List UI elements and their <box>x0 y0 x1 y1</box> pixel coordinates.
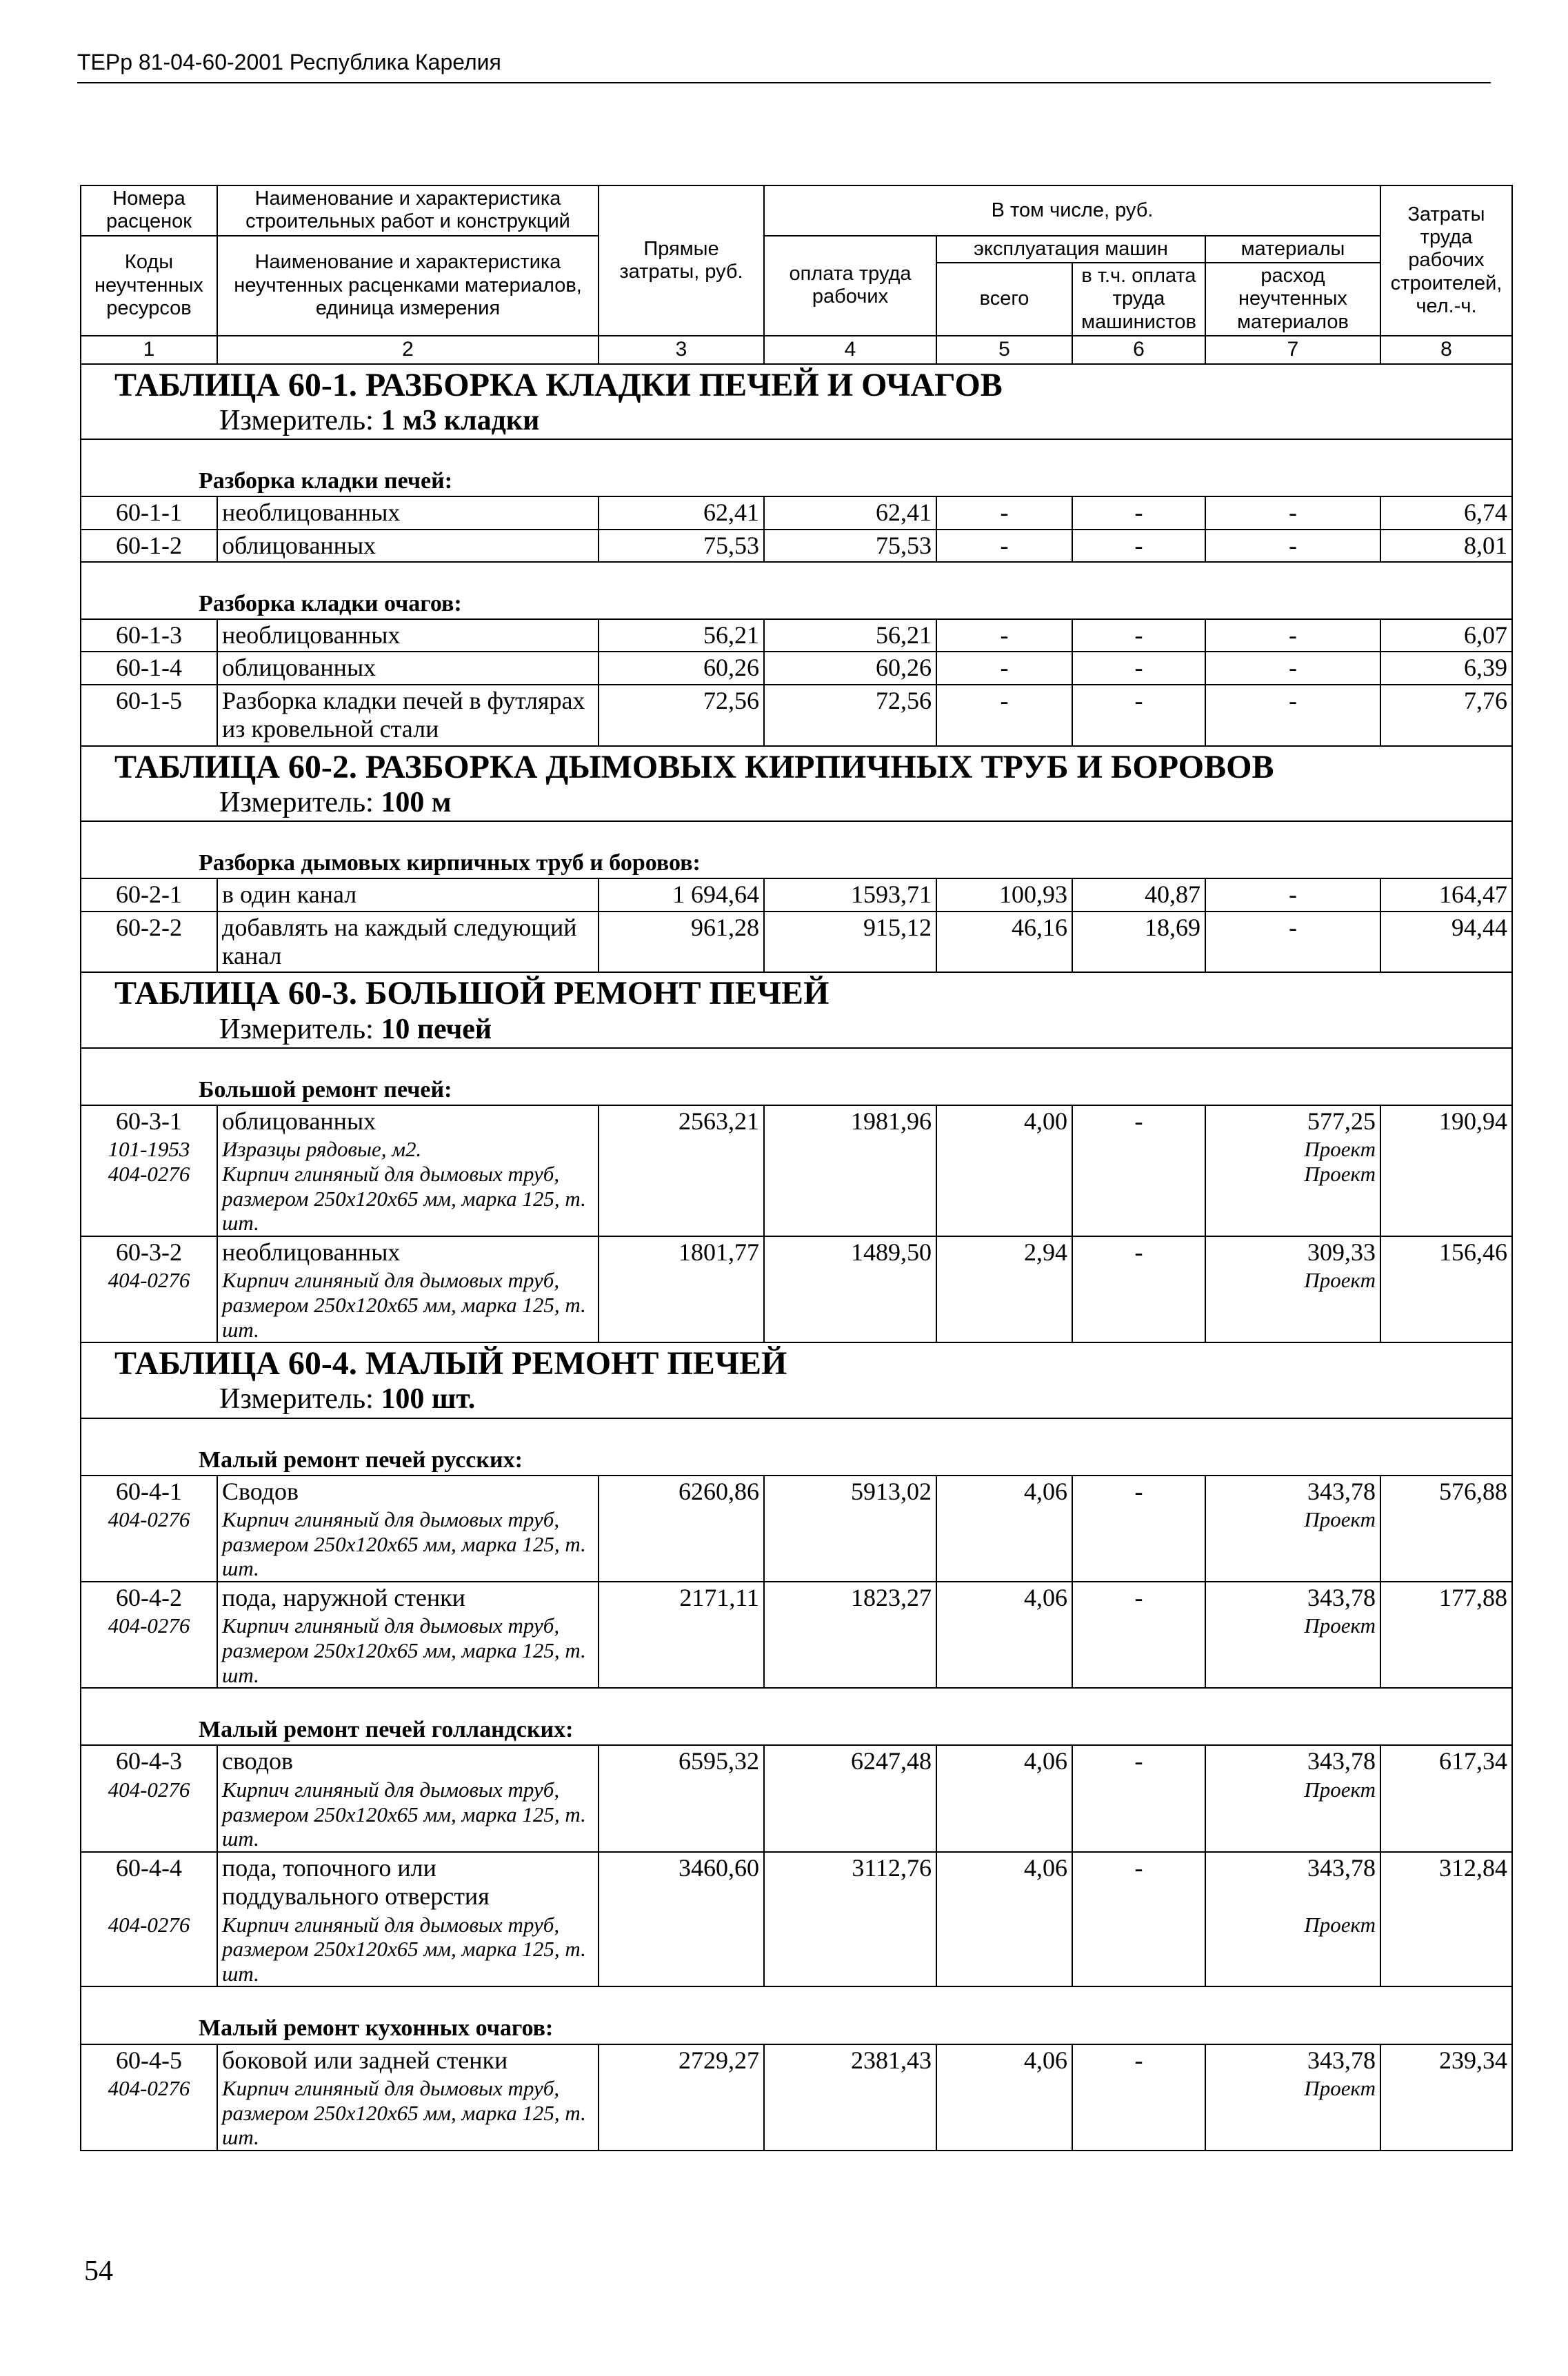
table-row <box>81 912 1512 973</box>
resource-row <box>81 1268 1512 1342</box>
worker-pay: 60,26 <box>764 652 936 684</box>
labor-hours: 6,39 <box>1380 652 1512 684</box>
machines-total: 4,06 <box>936 1582 1072 1613</box>
materials-cost: 309,33 <box>1205 1236 1380 1268</box>
section-measure-label: Измеритель: <box>219 404 381 436</box>
resource-name: Кирпич глиняный для дымовых труб, размером 250x120x65 мм, марка 125, т. шт. <box>217 1268 599 1342</box>
empty-cell <box>764 1137 936 1162</box>
direct-cost: 56,21 <box>599 619 764 652</box>
machines-total: 4,06 <box>936 1852 1072 1913</box>
col-rate-number-header: Номера расценок <box>81 185 217 236</box>
machinist-pay: - <box>1072 530 1205 562</box>
machines-total: - <box>936 685 1072 746</box>
section-title-text: ТАБЛИЦА 60-2. РАЗБОРКА ДЫМОВЫХ КИРПИЧНЫХ ТРУБ И БОРОВОВ <box>114 748 1274 785</box>
work-name: в один канал <box>217 878 599 911</box>
empty-cell <box>599 1268 764 1342</box>
rate-code: 60-2-2 <box>81 912 217 973</box>
table-row <box>81 619 1512 652</box>
col-number: 5 <box>936 336 1072 364</box>
resource-code: 404-0276 <box>81 1268 217 1342</box>
resource-value: Проект <box>1205 1268 1380 1342</box>
machinist-pay: - <box>1072 1105 1205 1137</box>
resource-name: Кирпич глиняный для дымовых труб, размером 250x120x65 мм, марка 125, т. шт. <box>217 1507 599 1582</box>
materials-cost: - <box>1205 912 1380 973</box>
rate-code: 60-1-5 <box>81 685 217 746</box>
worker-pay: 3112,76 <box>764 1852 936 1913</box>
machines-total: 4,06 <box>936 1745 1072 1777</box>
direct-cost: 6260,86 <box>599 1476 764 1507</box>
resource-row <box>81 2076 1512 2151</box>
machinist-pay: 40,87 <box>1072 878 1205 911</box>
section-title-text: ТАБЛИЦА 60-4. МАЛЫЙ РЕМОНТ ПЕЧЕЙ <box>114 1345 787 1382</box>
section-title-row <box>81 972 1512 1047</box>
work-name: Разборка кладки печей в футлярах из кровельной стали <box>217 685 599 746</box>
materials-cost: 343,78 <box>1205 2044 1380 2076</box>
table-row <box>81 1105 1512 1137</box>
labor-hours: 190,94 <box>1380 1105 1512 1137</box>
group-title-row <box>81 562 1512 619</box>
materials-cost: 343,78 <box>1205 1745 1380 1777</box>
section-measure <box>114 1382 1507 1416</box>
labor-hours: 94,44 <box>1380 912 1512 973</box>
labor-hours: 177,88 <box>1380 1582 1512 1613</box>
empty-cell <box>764 1162 936 1236</box>
table-row <box>81 685 1512 746</box>
col-material-name-header: Наименование и характеристика неучтенных расценками материалов, единица измерения <box>217 236 599 336</box>
resource-row <box>81 1507 1512 1582</box>
machines-total: 46,16 <box>936 912 1072 973</box>
direct-cost: 60,26 <box>599 652 764 684</box>
group-title: Разборка кладки печей: <box>81 439 1512 496</box>
empty-cell <box>936 2076 1072 2151</box>
empty-cell <box>1072 1613 1205 1688</box>
labor-hours: 312,84 <box>1380 1852 1512 1913</box>
resource-row <box>81 1778 1512 1852</box>
machinist-pay: - <box>1072 1582 1205 1613</box>
rate-code: 60-3-2 <box>81 1236 217 1268</box>
materials-cost: - <box>1205 496 1380 529</box>
machinist-pay: - <box>1072 1745 1205 1777</box>
empty-cell <box>1380 1613 1512 1688</box>
empty-cell <box>1380 1137 1512 1162</box>
group-title-row <box>81 1688 1512 1745</box>
empty-cell <box>1072 1913 1205 1987</box>
rate-code: 60-1-2 <box>81 530 217 562</box>
rate-code: 60-4-2 <box>81 1582 217 1613</box>
empty-cell <box>1072 1778 1205 1852</box>
section-measure-value: 100 м <box>381 786 452 818</box>
rate-code: 60-2-1 <box>81 878 217 911</box>
section-title <box>81 972 1512 1047</box>
direct-cost: 3460,60 <box>599 1852 764 1913</box>
rate-code: 60-1-4 <box>81 652 217 684</box>
worker-pay: 2381,43 <box>764 2044 936 2076</box>
resource-value: Проект <box>1205 1162 1380 1236</box>
worker-pay: 5913,02 <box>764 1476 936 1507</box>
section-measure <box>114 786 1507 819</box>
section-measure-value: 100 шт. <box>381 1383 476 1416</box>
empty-cell <box>599 1778 764 1852</box>
machines-total: - <box>936 652 1072 684</box>
resource-name: Кирпич глиняный для дымовых труб, размером 250x120x65 мм, марка 125, т. шт. <box>217 1913 599 1987</box>
section-title-row <box>81 364 1512 439</box>
group-title-row <box>81 821 1512 878</box>
worker-pay: 1981,96 <box>764 1105 936 1137</box>
machinist-pay: - <box>1072 2044 1205 2076</box>
work-name: облицованных <box>217 1105 599 1137</box>
machinist-pay: - <box>1072 1236 1205 1268</box>
table-row <box>81 1745 1512 1777</box>
section-measure <box>114 404 1507 437</box>
machinist-pay: - <box>1072 1852 1205 1913</box>
labor-hours: 576,88 <box>1380 1476 1512 1507</box>
empty-cell <box>599 1913 764 1987</box>
col-machinist-pay-header: в т.ч. оплата труда машинистов <box>1072 263 1205 336</box>
group-title: Малый ремонт печей русских: <box>81 1418 1512 1476</box>
col-machines-total-header: всего <box>936 263 1072 336</box>
resource-name: Кирпич глиняный для дымовых труб, размером 250x120x65 мм, марка 125, т. шт. <box>217 2076 599 2151</box>
resource-code: 404-0276 <box>81 1613 217 1688</box>
section-title-row <box>81 1342 1512 1418</box>
col-number: 4 <box>764 336 936 364</box>
section-measure-label: Измеритель: <box>219 786 381 818</box>
resource-row <box>81 1137 1512 1162</box>
table-row <box>81 878 1512 911</box>
empty-cell <box>1072 1507 1205 1582</box>
empty-cell <box>1072 2076 1205 2151</box>
materials-cost: - <box>1205 652 1380 684</box>
empty-cell <box>936 1913 1072 1987</box>
empty-cell <box>936 1778 1072 1852</box>
col-labor-hours-header: Затраты труда рабочих строителей, чел.-ч. <box>1380 185 1512 336</box>
col-number: 1 <box>81 336 217 364</box>
table-row <box>81 1236 1512 1268</box>
empty-cell <box>936 1507 1072 1582</box>
empty-cell <box>764 1913 936 1987</box>
resource-name: Кирпич глиняный для дымовых труб, размером 250x120x65 мм, марка 125, т. шт. <box>217 1613 599 1688</box>
table-row <box>81 1852 1512 1913</box>
machines-total: 100,93 <box>936 878 1072 911</box>
work-name: необлицованных <box>217 1236 599 1268</box>
machines-total: 4,06 <box>936 2044 1072 2076</box>
work-name: необлицованных <box>217 619 599 652</box>
materials-cost: 577,25 <box>1205 1105 1380 1137</box>
section-title <box>81 746 1512 821</box>
materials-cost: - <box>1205 619 1380 652</box>
labor-hours: 8,01 <box>1380 530 1512 562</box>
empty-cell <box>764 1268 936 1342</box>
empty-cell <box>1380 1507 1512 1582</box>
empty-cell <box>936 1137 1072 1162</box>
machinist-pay: - <box>1072 619 1205 652</box>
empty-cell <box>764 1507 936 1582</box>
machinist-pay: 18,69 <box>1072 912 1205 973</box>
section-measure-label: Измеритель: <box>219 1013 381 1045</box>
col-direct-cost-header: Прямые затраты, руб. <box>599 185 764 336</box>
col-number: 2 <box>217 336 599 364</box>
col-work-name-header: Наименование и характеристика строительных работ и конструкций <box>217 185 599 236</box>
machinist-pay: - <box>1072 652 1205 684</box>
worker-pay: 62,41 <box>764 496 936 529</box>
empty-cell <box>936 1613 1072 1688</box>
rate-code: 60-1-3 <box>81 619 217 652</box>
group-title: Разборка дымовых кирпичных труб и боровов: <box>81 821 1512 878</box>
section-measure-value: 1 м3 кладки <box>381 404 540 436</box>
table-row <box>81 1476 1512 1507</box>
work-name: Сводов <box>217 1476 599 1507</box>
worker-pay: 1489,50 <box>764 1236 936 1268</box>
empty-cell <box>1072 1162 1205 1236</box>
section-measure <box>114 1013 1507 1046</box>
materials-cost: - <box>1205 530 1380 562</box>
section-title-row <box>81 746 1512 821</box>
resource-name: Изразцы рядовые, м2. <box>217 1137 599 1162</box>
group-title: Малый ремонт кухонных очагов: <box>81 1986 1512 2044</box>
group-title-row <box>81 1418 1512 1476</box>
machines-total: 2,94 <box>936 1236 1072 1268</box>
col-number: 6 <box>1072 336 1205 364</box>
resource-code: 404-0276 <box>81 2076 217 2151</box>
materials-cost: - <box>1205 878 1380 911</box>
worker-pay: 56,21 <box>764 619 936 652</box>
empty-cell <box>1380 2076 1512 2151</box>
worker-pay: 915,12 <box>764 912 936 973</box>
resource-value: Проект <box>1205 1507 1380 1582</box>
machinist-pay: - <box>1072 496 1205 529</box>
empty-cell <box>599 1162 764 1236</box>
work-name: пода, наружной стенки <box>217 1582 599 1613</box>
direct-cost: 1801,77 <box>599 1236 764 1268</box>
empty-cell <box>764 1613 936 1688</box>
group-title-row <box>81 1986 1512 2044</box>
machines-total: - <box>936 530 1072 562</box>
group-title: Малый ремонт печей голландских: <box>81 1688 1512 1745</box>
rate-code: 60-1-1 <box>81 496 217 529</box>
resource-value: Проект <box>1205 1778 1380 1852</box>
resource-value: Проект <box>1205 1913 1380 1987</box>
resource-name: Кирпич глиняный для дымовых труб, размером 250x120x65 мм, марка 125, т. шт. <box>217 1778 599 1852</box>
empty-cell <box>599 2076 764 2151</box>
resource-code: 404-0276 <box>81 1913 217 1987</box>
empty-cell <box>1380 1162 1512 1236</box>
direct-cost: 72,56 <box>599 685 764 746</box>
labor-hours: 617,34 <box>1380 1745 1512 1777</box>
resource-value: Проект <box>1205 1613 1380 1688</box>
empty-cell <box>936 1268 1072 1342</box>
section-measure-value: 10 печей <box>381 1013 492 1045</box>
table-row <box>81 1582 1512 1613</box>
resource-row <box>81 1162 1512 1236</box>
table-row <box>81 530 1512 562</box>
section-title-text: ТАБЛИЦА 60-1. РАЗБОРКА КЛАДКИ ПЕЧЕЙ И ОЧАГОВ <box>114 366 1003 403</box>
page-header: ТЕРр 81-04-60-2001 Республика Карелия <box>77 50 1491 83</box>
rate-code: 60-3-1 <box>81 1105 217 1137</box>
labor-hours: 7,76 <box>1380 685 1512 746</box>
empty-cell <box>764 2076 936 2151</box>
worker-pay: 72,56 <box>764 685 936 746</box>
empty-cell <box>599 1613 764 1688</box>
machinist-pay: - <box>1072 685 1205 746</box>
group-title: Разборка кладки очагов: <box>81 562 1512 619</box>
work-name: необлицованных <box>217 496 599 529</box>
work-name: сводов <box>217 1745 599 1777</box>
machines-total: 4,06 <box>936 1476 1072 1507</box>
group-title-row <box>81 1048 1512 1105</box>
resource-code: 404-0276 <box>81 1778 217 1852</box>
work-name: облицованных <box>217 652 599 684</box>
table-row <box>81 496 1512 529</box>
machines-total: 4,00 <box>936 1105 1072 1137</box>
col-resource-code-header: Коды неучтенных ресурсов <box>81 236 217 336</box>
labor-hours: 6,07 <box>1380 619 1512 652</box>
labor-hours: 6,74 <box>1380 496 1512 529</box>
empty-cell <box>599 1137 764 1162</box>
group-title-row <box>81 439 1512 496</box>
resource-value: Проект <box>1205 1137 1380 1162</box>
machines-total: - <box>936 496 1072 529</box>
work-name: пода, топочного или поддувального отверстия <box>217 1852 599 1913</box>
section-title-text: ТАБЛИЦА 60-3. БОЛЬШОЙ РЕМОНТ ПЕЧЕЙ <box>114 975 830 1012</box>
resource-name: Кирпич глиняный для дымовых труб, размером 250x120x65 мм, марка 125, т. шт. <box>217 1162 599 1236</box>
col-number: 7 <box>1205 336 1380 364</box>
worker-pay: 75,53 <box>764 530 936 562</box>
worker-pay: 1823,27 <box>764 1582 936 1613</box>
rate-code: 60-4-5 <box>81 2044 217 2076</box>
direct-cost: 2171,11 <box>599 1582 764 1613</box>
empty-cell <box>936 1162 1072 1236</box>
direct-cost: 1 694,64 <box>599 878 764 911</box>
labor-hours: 239,34 <box>1380 2044 1512 2076</box>
direct-cost: 6595,32 <box>599 1745 764 1777</box>
resource-code: 404-0276 <box>81 1162 217 1236</box>
section-title <box>81 1342 1512 1418</box>
col-number: 3 <box>599 336 764 364</box>
rate-code: 60-4-4 <box>81 1852 217 1913</box>
labor-hours: 156,46 <box>1380 1236 1512 1268</box>
section-title <box>81 364 1512 439</box>
direct-cost: 75,53 <box>599 530 764 562</box>
machines-total: - <box>936 619 1072 652</box>
materials-cost: 343,78 <box>1205 1852 1380 1913</box>
materials-cost: 343,78 <box>1205 1476 1380 1507</box>
rate-code: 60-4-1 <box>81 1476 217 1507</box>
resource-code: 404-0276 <box>81 1507 217 1582</box>
empty-cell <box>1380 1913 1512 1987</box>
labor-hours: 164,47 <box>1380 878 1512 911</box>
direct-cost: 62,41 <box>599 496 764 529</box>
col-machines-header: эксплуатация машин <box>936 236 1205 263</box>
materials-cost: - <box>1205 685 1380 746</box>
col-materials-header: материалы <box>1205 236 1380 263</box>
col-including-header: В том числе, руб. <box>764 185 1380 236</box>
empty-cell <box>1380 1268 1512 1342</box>
machinist-pay: - <box>1072 1476 1205 1507</box>
direct-cost: 2729,27 <box>599 2044 764 2076</box>
col-unaccounted-materials-header: расход неучтенных материалов <box>1205 263 1380 336</box>
direct-cost: 961,28 <box>599 912 764 973</box>
table-row <box>81 2044 1512 2076</box>
work-name: облицованных <box>217 530 599 562</box>
resource-value: Проект <box>1205 2076 1380 2151</box>
col-number: 8 <box>1380 336 1512 364</box>
empty-cell <box>599 1507 764 1582</box>
empty-cell <box>764 1778 936 1852</box>
page-number: 54 <box>84 2255 113 2287</box>
worker-pay: 6247,48 <box>764 1745 936 1777</box>
resource-row <box>81 1913 1512 1987</box>
col-worker-pay-header: оплата труда рабочих <box>764 236 936 336</box>
empty-cell <box>1072 1137 1205 1162</box>
table-row <box>81 652 1512 684</box>
section-measure-label: Измеритель: <box>219 1383 381 1416</box>
rate-code: 60-4-3 <box>81 1745 217 1777</box>
rates-table <box>80 185 1513 2151</box>
empty-cell <box>1072 1268 1205 1342</box>
work-name: боковой или задней стенки <box>217 2044 599 2076</box>
materials-cost: 343,78 <box>1205 1582 1380 1613</box>
empty-cell <box>1380 1778 1512 1852</box>
direct-cost: 2563,21 <box>599 1105 764 1137</box>
work-name: добавлять на каждый следующий канал <box>217 912 599 973</box>
group-title: Большой ремонт печей: <box>81 1048 1512 1105</box>
worker-pay: 1593,71 <box>764 878 936 911</box>
resource-code: 101-1953 <box>81 1137 217 1162</box>
resource-row <box>81 1613 1512 1688</box>
